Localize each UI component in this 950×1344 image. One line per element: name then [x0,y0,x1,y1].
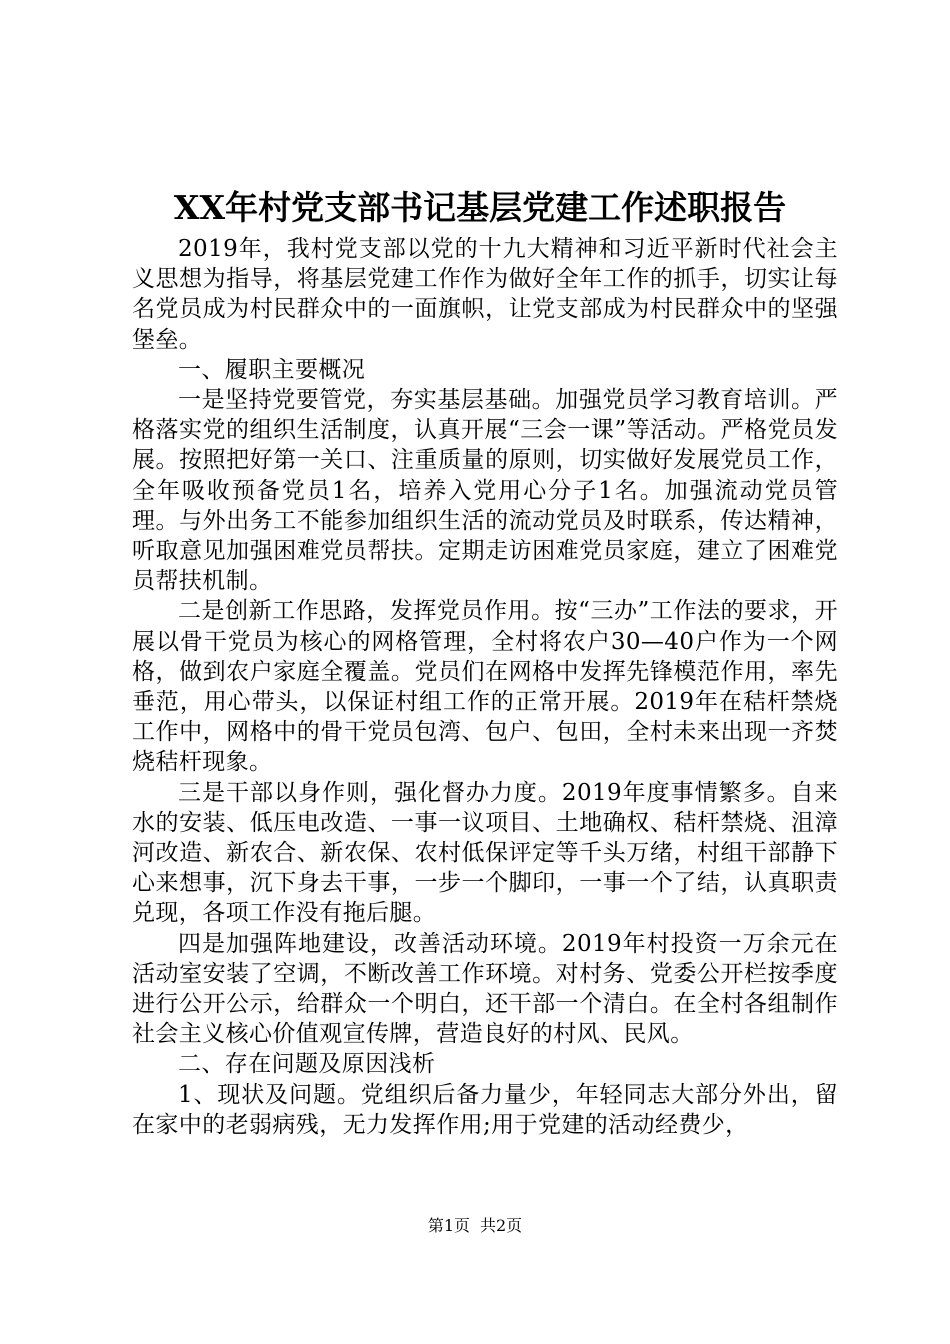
document-body [132,234,838,1140]
page-footer [0,1214,950,1238]
paragraph-item-3: 三是干部以身作则，强化督办力度。2019年度事情繁多。自来水的安装、低压电改造、一事一议项目、土地确权、秸杆禁烧、沮漳河改造、新农合、新农保、农村低保评定等千头万绪，村组干部静下心来想事，沉下身去干事，一步一个脚印，一事一个了结，认真职责兑现，各项工作没有拖后腿。 [132,779,838,927]
section-heading-1: 一、履职主要概况 [178,356,366,383]
paragraph-item-4: 四是加强阵地建设，改善活动环境。2019年村投资一万余元在活动室安装了空调，不断改善工作环境。对村务、党委公开栏按季度进行公开公示，给群众一个明白，还干部一个清白。在全村各组制作社会主义核心价值观宣传牌，营造良好的村风、民风。 [132,930,838,1048]
document-title: XX年村党支部书记基层党建工作述职报告 [173,188,787,227]
paragraph-intro: 2019年，我村党支部以党的十九大精神和习近平新时代社会主义思想为指导，将基层党建工作作为做好全年工作的抓手，切实让每名党员成为村民群众中的一面旗帜，让党支部成为村民群众中的坚强堡垒。 [132,236,838,353]
paragraph-problems: 1、现状及问题。党组织后备力量少，年轻同志大部分外出，留在家中的老弱病残，无力发挥作用;用于党建的活动经费少， [132,1081,838,1138]
page-number: 第1页 [427,1216,470,1235]
paragraph-item-1: 一是坚持党要管党，夯实基层基础。加强党员学习教育培训。严格落实党的组织生活制度，认真开展“三会一课”等活动。严格党员发展。按照把好第一关口、注重质量的原则，切实做好发展党员工作，全年吸收预备党员1名，培养入党用心分子1名。加强流动党员管理。与外出务工不能参加组织生活的流动党员及时联系，传达精神，听取意见加强困难党员帮扶。定期走访困难党员家庭，建立了困难党员帮扶机制。 [132,387,838,595]
section-heading-2: 二、存在问题及原因浅析 [178,1051,436,1078]
page-total: 共2页 [480,1216,523,1235]
paragraph-item-2: 二是创新工作思路，发挥党员作用。按“三办”工作法的要求，开展以骨干党员为核心的网格管理，全村将农户30—40户作为一个网格，做到农户家庭全覆盖。党员们在网格中发挥先锋模范作用，率先垂范，用心带头，以保证村组工作的正常开展。2019年在秸杆禁烧工作中，网格中的骨干党员包湾、包户、包田，全村未来出现一齐焚烧秸杆现象。 [132,598,838,776]
